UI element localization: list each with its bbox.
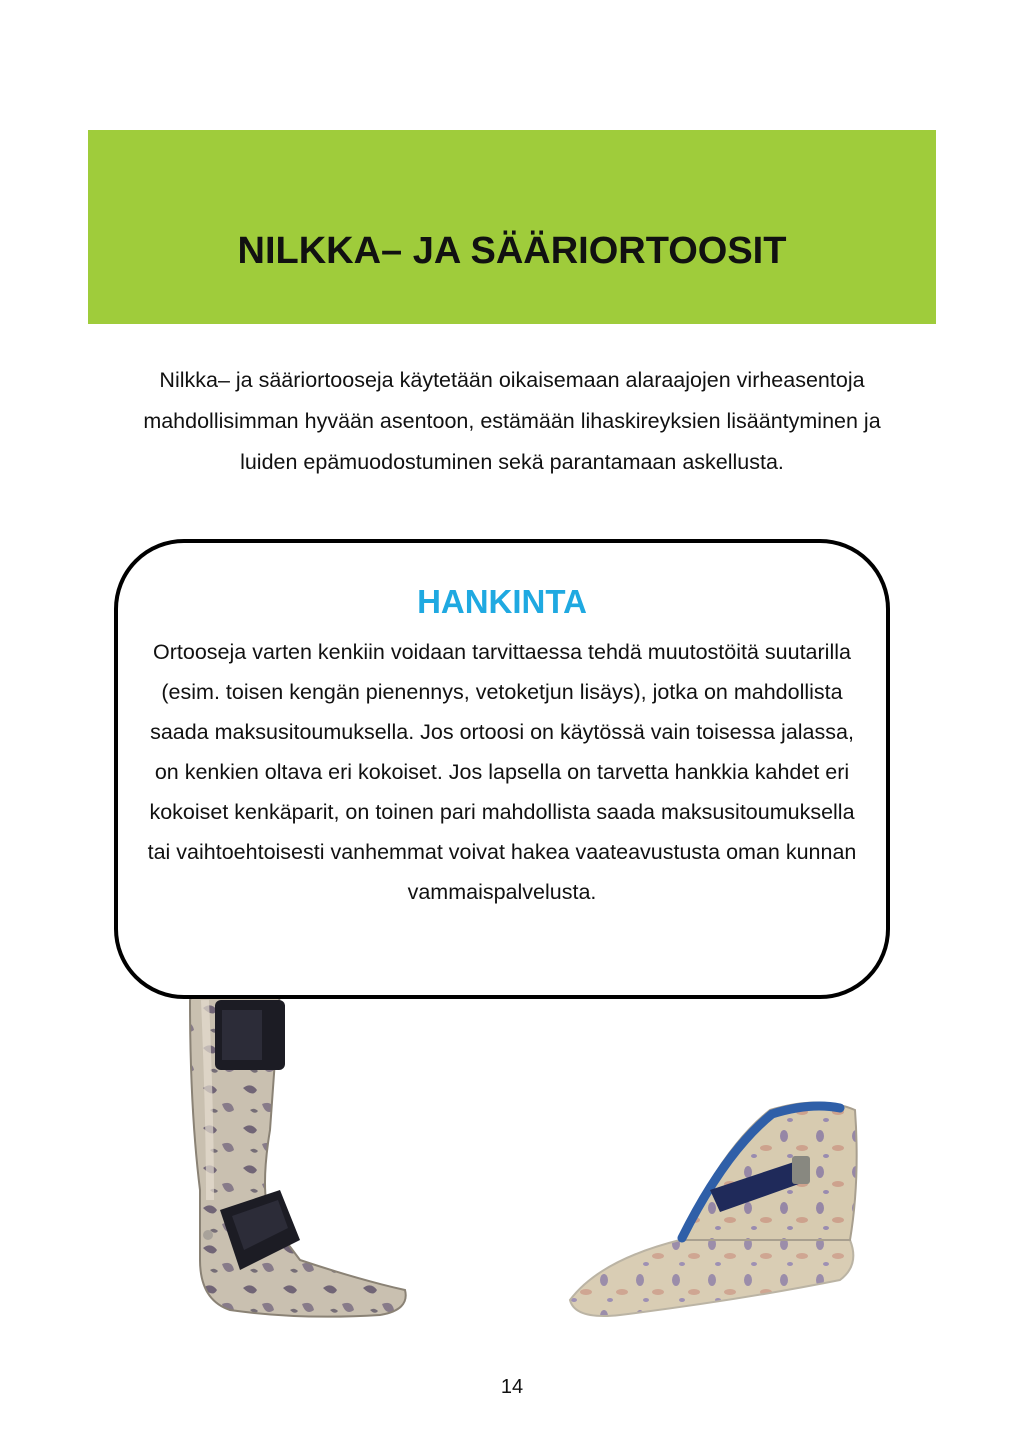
info-box-heading: HANKINTA xyxy=(417,583,587,620)
orthosis-image-right xyxy=(560,1090,880,1330)
info-box-hankinta xyxy=(114,539,890,999)
page-number: 14 xyxy=(500,1376,524,1398)
orthosis-image-left xyxy=(160,960,420,1330)
info-box-body: Ortooseja varten kenkiin voidaan tarvittaessa tehdä muutostöitä suutarilla (esim. toisen kengän pienennys, vetoketjun lisäys), jotka on mahdollista saada maksusitoumuksella. Jos ortoosi on käytössä vain toisessa jalassa, on kenkien oltava eri kokoiset. Jos lapsella on tarvetta hankkia kahdet eri kokoiset kenkäparit, on toinen pari mahdollista saada maksusitoumuksella tai vaihtoehtoisesti vanhemmat voivat hakea vaateavustusta oman kunnan vammaispalvelusta. xyxy=(147,640,857,904)
intro-paragraph: Nilkka– ja sääriortooseja käytetään oikaisemaan alaraajojen virheasentoja mahdollisimman hyvään asentoon, estämään lihaskireyksien lisääntyminen ja luiden epämuodostuminen sekä parantamaan askellusta. xyxy=(143,368,881,474)
title-banner xyxy=(88,130,936,324)
page-title: NILKKA– JA SÄÄRIORTOOSIT xyxy=(237,229,787,272)
